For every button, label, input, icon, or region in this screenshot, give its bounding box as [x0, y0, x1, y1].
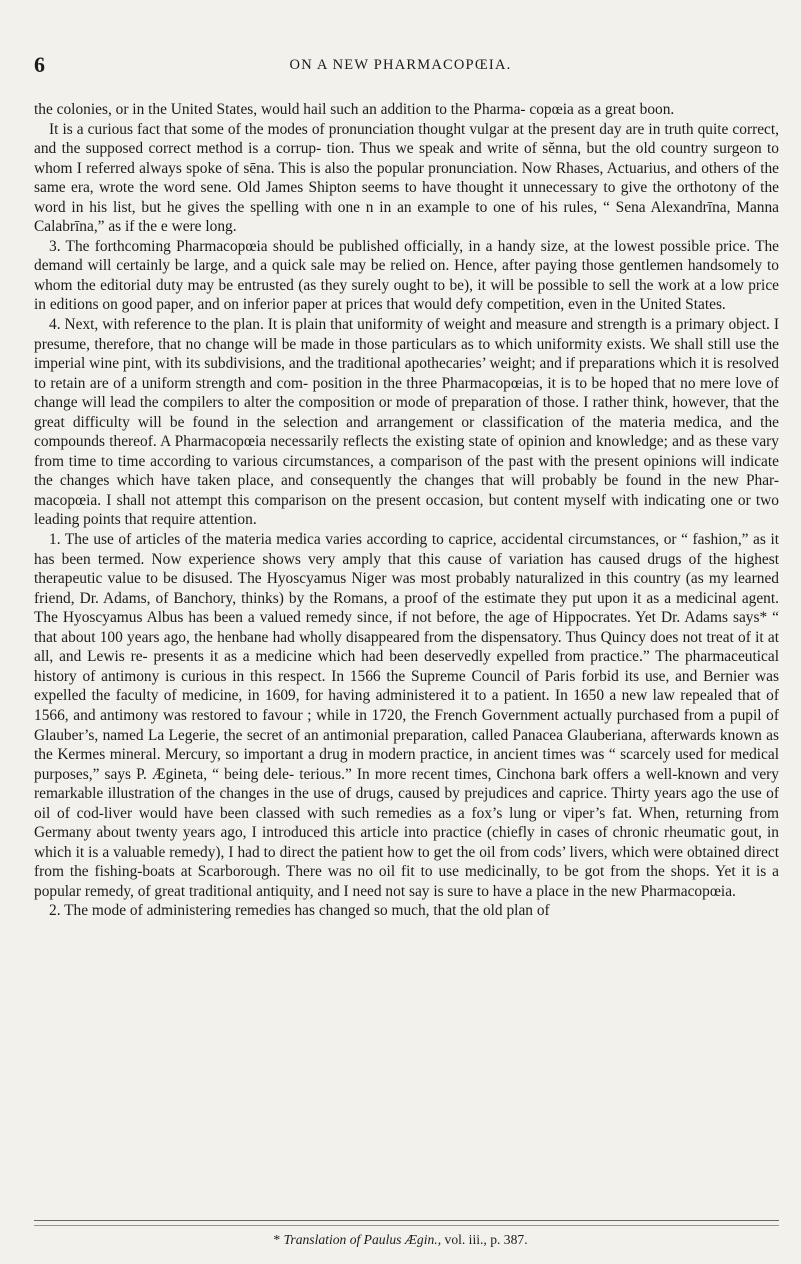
paragraph: 2. The mode of administering remedies has changed so much, that the old plan of [49, 902, 550, 920]
footnote-rule [34, 1220, 779, 1221]
page-number: 6 [34, 52, 45, 77]
footnote-title: Translation of Paulus Ægin., [283, 1232, 442, 1247]
page-header [0, 52, 801, 82]
footnote [0, 1232, 801, 1248]
paragraph: 1. The use of articles of the materia medica varies according to caprice, accidental circumstances, or “ fashion,” as it has been termed. Now experience shows very amply that this cause of variation has caused drugs of the highest therapeutic value to be disused. The Hyoscyamus Niger was most probably naturalized in this country (as my learned friend, Dr. Adams, of Banchory, thinks) by the Romans, a proof of the estimate they put upon it as a medicinal agent. The Hyoscyamus Albus has been a valued remedy since, if not before, the age of Hippocrates. Yet Dr. Adams says* “ that about 100 years ago, the henbane had wholly disappeared from the dispensatory. Thus Quincy does not treat of it at all, and Lewis re- presents it as a medicine which had been deservedly expelled from practice.” The pharmaceutical history of antimony is curious in this respect. In 1566 the Supreme Council of Paris forbid its use, and Bernier was expelled the faculty of medicine, in 1609, for having administered it to a patient. In 1650 a new law repealed that of 1566, and antimony was restored to favour ; while in 1720, the French Government actually purchased from a pupil of Glauber’s, named La Legerie, the secret of an antimonial preparation, called Panacea Glauberiana, afterwards known as the Kermes mineral. Mercury, so important a drug in modern practice, in ancient times was “ scarcely used for medical purposes,” says P. Ægineta, “ being dele- terious.” In more recent times, Cinchona bark offers a well-known and very remarkable illustration of the changes in the use of drugs, caused by prejudices and caprice. Thirty years ago the use of oil of cod-liver would have been classed with such remedies as a fox’s lung or viper’s fat. When, returning from Germany about twenty years ago, I introduced this article into practice (chiefly in cases of chronic rheumatic gout, in which it is a valuable remedy), I had to direct the patient how to get the oil from cods’ livers, which were obtained direct from the fishing-boats at Scarborough. There was no oil fit to use medicinally, to be got from the shops. Yet it is a popular remedy, of great traditional antiquity, and I need not say is sure to have a place in the new Pharmacopœia. [34, 531, 779, 900]
footnote-ref: vol. iii., p. 387. [444, 1232, 528, 1247]
paragraph: It is a curious fact that some of the modes of pronunciation thought vulgar at the present day are in truth quite correct, and the supposed correct method is a corrup- tion. Thus we speak and write of sĕnna, but the old country surgeon to whom I referred always spoke of sēna. This is also the popular pronunciation. Now Rhases, Actuarius, and others of the same era, wrote the word sene. Old James Shipton seems to have thought it unnecessary to give the orthotony of the word in his list, but he gives the spelling with one n in an example to one of his rules, “ Sena Alexandrīna, Manna Calabrīna,” as if the e were long. [34, 120, 779, 236]
paragraph: 3. The forthcoming Pharmacopœia should be published officially, in a handy size, at the lowest possible price. The demand will certainly be large, and a quick sale may be relied on. Hence, after paying those gentlemen handsomely to whom the editorial duty may be entrusted (as they surely ought to be), it will be possible to sell the work at a low price in editions on good paper, and on inferior paper at prices that would defy competition, even in the United States. [34, 237, 779, 314]
footnote-rule [34, 1225, 779, 1226]
paragraph: 4. Next, with reference to the plan. It is plain that uniformity of weight and measure and strength is a primary object. I presume, therefore, that no change will be made in those particulars as to which uniformity exists. We shall still use the imperial wine pint, with its subdivisions, and the traditional apothecaries’ weight; and if preparations which it is resolved to retain are of a uniform strength and com- position in the three Pharmacopœias, it is to be hoped that no mere love of change will lead the compilers to alter the composition or mode of preparation of those. I rather think, however, that the great difficulty will be found in the selection and arrangement or classification of the materia medica, and the compounds thereof. A Pharmacopœia necessarily reflects the existing state of opinion and knowledge; and as these vary from time to time according to various circumstances, a comparison of the past with the present opinions will indicate the changes which have taken place, and consequently the changes that will probably be found in the new Phar- macopœia. I shall not attempt this comparison on the present occasion, but content myself with indicating one or two leading points that require attention. [34, 316, 779, 529]
body-text [34, 100, 779, 921]
footnote-marker: * [273, 1232, 281, 1247]
running-title: ON A NEW PHARMACOPŒIA. [289, 57, 512, 73]
paragraph: the colonies, or in the United States, would hail such an addition to the Pharma- copœia as a great boon. [34, 101, 675, 118]
